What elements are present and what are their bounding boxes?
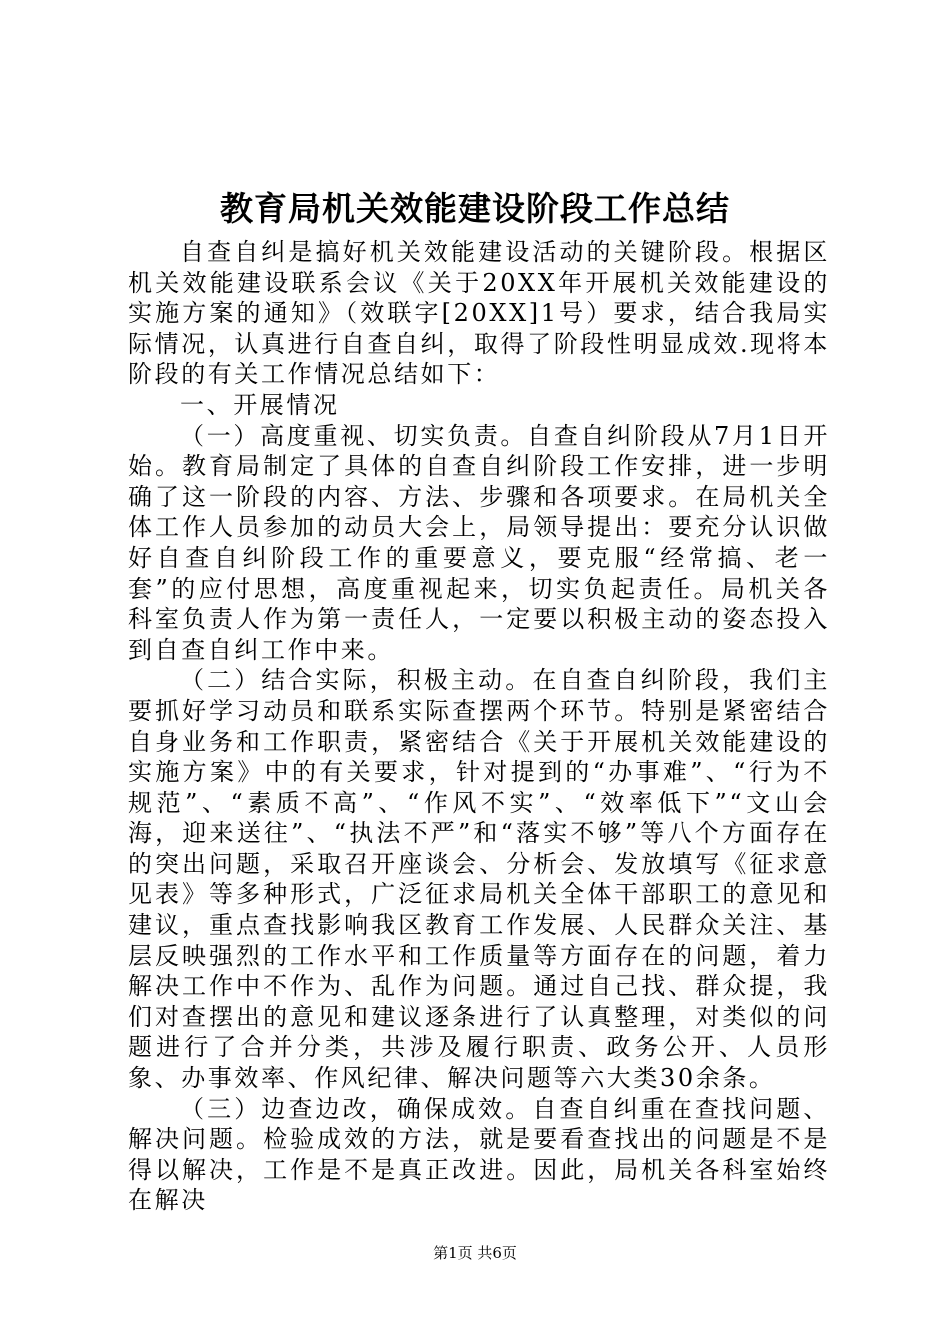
page-footer: 第1页 共6页 [433, 1244, 517, 1262]
paragraph-item-2: （二）结合实际，积极主动。在自查自纠阶段，我们主要抓好学习动员和联系实际查摆两个环节。特别是紧密结合自身业务和工作职责，紧密结合《关于开展机关效能建设的实施方案》中的有关要求，针对提到的“办事难”、“行为不规范”、“素质不高”、“作风不实”、“效率低下”“文山会海，迎来送往”、“执法不严”和“落实不够”等八个方面存在的突出问题，采取召开座谈会、分析会、发放填写《征求意见表》等多种形式，广泛征求局机关全体干部职工的意见和建议，重点查找影响我区教育工作发展、人民群众关注、基层反映强烈的工作水平和工作质量等方面存在的问题，着力解决工作中不作为、乱作为问题。通过自己找、群众提，我们对查摆出的意见和建议逐条进行了认真整理，对类似的问题进行了合并分类，共涉及履行职责、政务公开、人员形象、办事效率、作风纪律、解决问题等六大类30余条。 [128, 666, 830, 1093]
document-title: 教育局机关效能建设阶段工作总结 [220, 189, 730, 228]
paragraph-intro: 自查自纠是搞好机关效能建设活动的关键阶段。根据区机关效能建设联系会议《关于20XX年开展机关效能建设的实施方案的通知》（效联字[20XX]1号）要求，结合我局实际情况，认真进行自查自纠，取得了阶段性明显成效.现将本阶段的有关工作情况总结如下： [128, 238, 830, 389]
paragraph-item-3: （三）边查边改，确保成效。自查自纠重在查找问题、解决问题。检验成效的方法，就是要看查找出的问题是不是得以解决，工作是不是真正改进。因此，局机关各科室始终在解决 [128, 1094, 830, 1215]
section-heading: 一、开展情况 [180, 390, 340, 419]
paragraph-item-1: （一）高度重视、切实负责。自查自纠阶段从7月1日开始。教育局制定了具体的自查自纠阶段工作安排，进一步明确了这一阶段的内容、方法、步骤和各项要求。在局机关全体工作人员参加的动员大会上，局领导提出：要充分认识做好自查自纠阶段工作的重要意义，要克服“经常搞、老一套”的应付思想，高度重视起来，切实负起责任。局机关各科室负责人作为第一责任人，一定要以积极主动的姿态投入到自查自纠工作中来。 [128, 421, 830, 664]
document-body [128, 237, 830, 1216]
